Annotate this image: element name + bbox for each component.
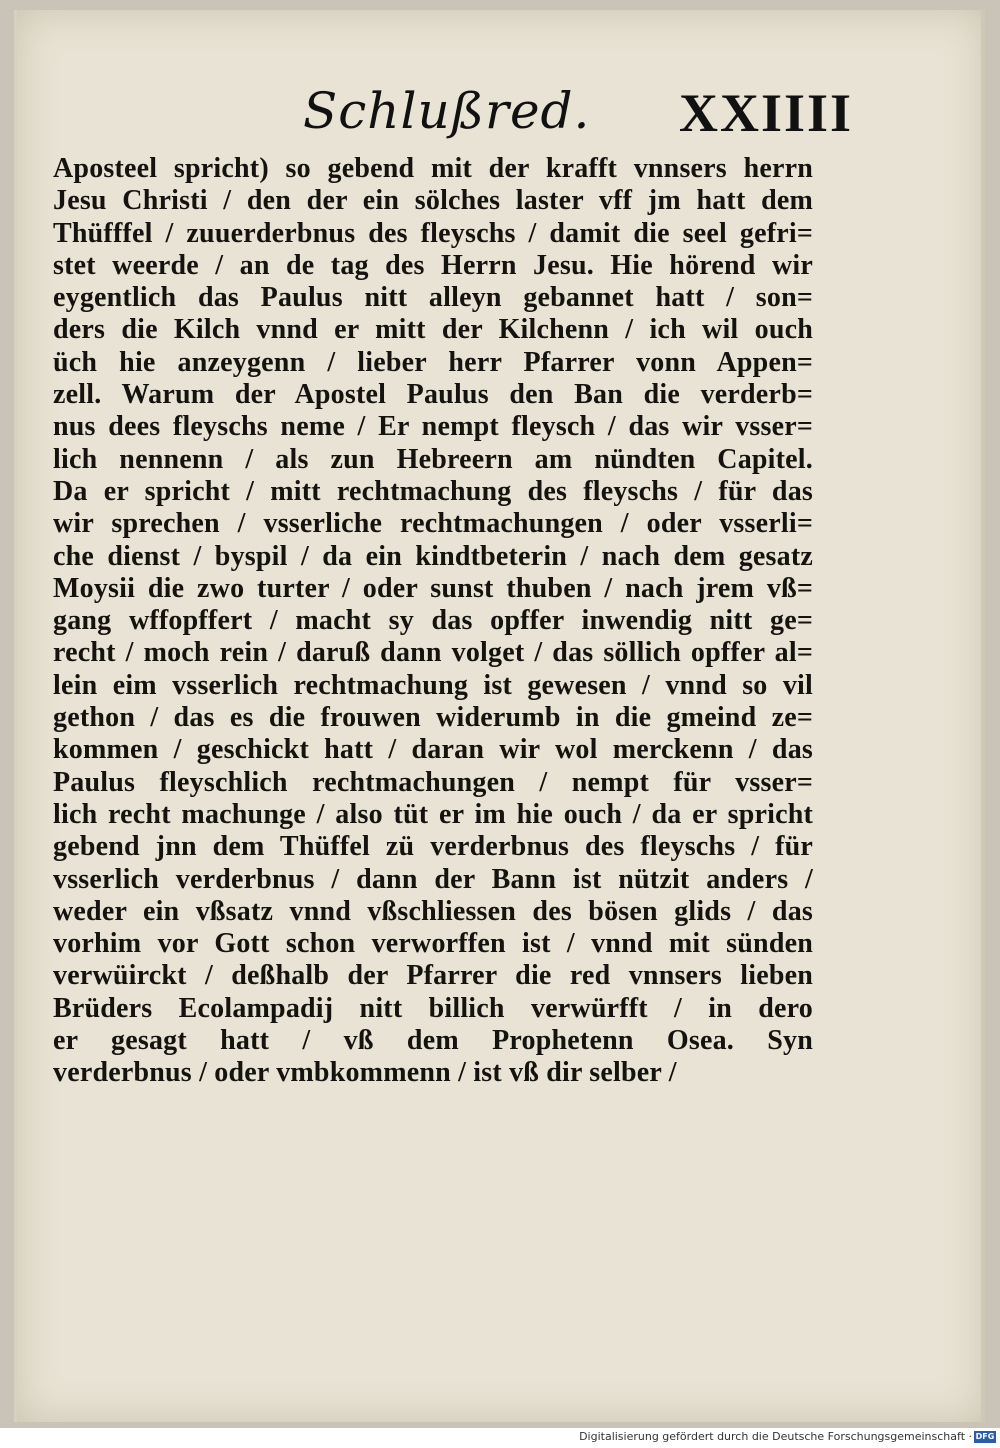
text-line: Paulus fleyschlich rechtmachungen / nempt für vsser= — [53, 766, 813, 798]
text-line: weder ein vßsatz vnnd vßschliessen des bösen glids / das — [53, 895, 813, 927]
text-line: lich nennenn / als zun Hebreern am nündten Capitel. — [53, 443, 813, 475]
folio-number: XXIIII — [679, 83, 854, 143]
page-edge — [981, 10, 985, 1422]
text-line: zell. Warum der Apostel Paulus den Ban die verderb= — [53, 379, 813, 411]
text-line: wir sprechen / vsserliche rechtmachungen / oder vsserli= — [53, 508, 813, 540]
book-page — [14, 10, 985, 1422]
page-header — [17, 82, 985, 162]
text-line: verwüirckt / deßhalb der Pfarrer die red vnnsers lieben — [53, 960, 813, 992]
text-line: Aposteel spricht) so gebend mit der krafft vnnsers herrn — [53, 153, 813, 184]
text-line: Brüders Ecolampadij nitt billich verwürfft / in dero — [53, 992, 813, 1024]
digitization-credit: Digitalisierung gefördert durch die Deutsche Forschungsgemeinschaft · — [579, 1430, 972, 1443]
text-line: gebend jnn dem Thüffel zü verderbnus des fleyschs / für — [53, 831, 813, 863]
footer — [0, 1428, 1000, 1448]
text-line: lein eim vsserlich rechtmachung ist gewesen / vnnd so vil — [53, 669, 813, 701]
text-line: stet weerde / an de tag des Herrn Jesu. Hie hörend wir — [53, 249, 813, 281]
text-line: che dienst / byspil / da ein kindtbeterin / nach dem gesatz — [53, 540, 813, 572]
text-line: vsserlich verderbnus / dann der Bann ist nützit anders / — [53, 863, 813, 895]
text-line: nus dees fleyschs neme / Er nempt fleysch / das wir vsser= — [53, 411, 813, 443]
body-text — [53, 153, 813, 1090]
text-line: verderbnus / oder vmbkommenn / ist vß dir selber / — [53, 1057, 677, 1089]
text-line: Thüfffel / zuuerderbnus des fleyschs / damit die seel gefri= — [53, 217, 813, 249]
dfg-logo-icon: DFG — [975, 1432, 995, 1441]
text-line: Da er spricht / mitt rechtmachung des fleyschs / für das — [53, 475, 813, 507]
text-line: ders die Kilch vnnd er mitt der Kilchenn / ich wil ouch — [53, 314, 813, 346]
text-line: recht / moch rein / daruß dann volget / das söllich opffer al= — [53, 637, 813, 669]
text-line: vorhim vor Gott schon verworffen ist / vnnd mit sünden — [53, 928, 813, 960]
text-line: er gesagt hatt / vß dem Prophetenn Osea. Syn — [53, 1025, 813, 1057]
text-line: üch hie anzeygenn / lieber herr Pfarrer vonn Appen= — [53, 346, 813, 378]
text-line: lich recht machunge / also tüt er im hie ouch / da er spricht — [53, 798, 813, 830]
running-head: Schlußred. — [303, 82, 591, 140]
text-line: gethon / das es die frouwen widerumb in die gmeind ze= — [53, 702, 813, 734]
text-line: Moysii die zwo turter / oder sunst thuben / nach jrem vß= — [53, 572, 813, 604]
text-line: kommen / geschickt hatt / daran wir wol merckenn / das — [53, 734, 813, 766]
text-line: Jesu Christi / den der ein sölches laster vff jm hatt dem — [53, 185, 813, 217]
text-line: gang wffopffert / macht sy das opffer inwendig nitt ge= — [53, 605, 813, 637]
text-line: eygentlich das Paulus nitt alleyn gebannet hatt / son= — [53, 282, 813, 314]
